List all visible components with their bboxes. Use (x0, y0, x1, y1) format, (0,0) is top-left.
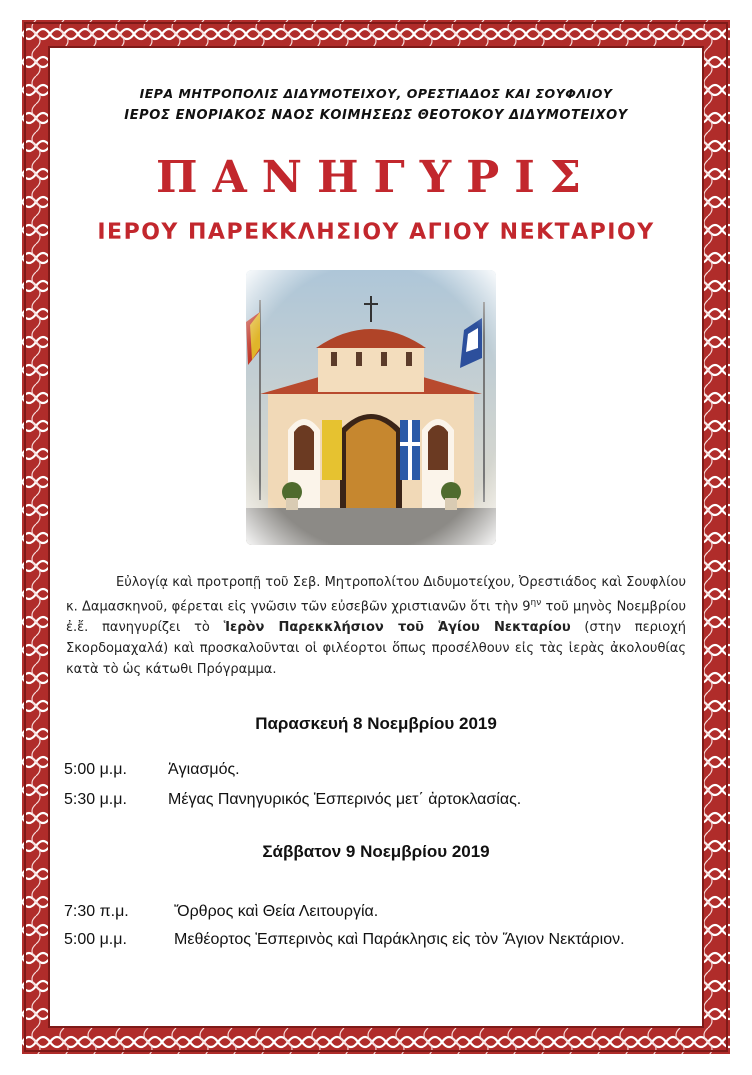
metropolis-heading: ΙΕΡΑ ΜΗΤΡΟΠΟΛΙΣ ΔΙΔΥΜΟΤΕΙΧΟΥ, ΟΡΕΣΤΙΑΔΟΣ ΚΑΙ ΣΟΥΦΛΙΟΥ (139, 86, 613, 101)
day-heading-saturday: Σάββατον 9 Νοεμβρίου 2019 (262, 842, 490, 861)
parish-heading: ΙΕΡΟΣ ΕΝΟΡΙΑΚΟΣ ΝΑΟΣ ΚΟΙΜΗΣΕΩΣ ΘΕΟΤΟΚΟΥ ΔΙΔΥΜΟΤΕΙΧΟΥ (124, 108, 628, 123)
schedule-time: 5:30 μ.μ. (64, 791, 127, 808)
intro-text-3: (στην περιοχή Σκορδομαχαλά) καὶ προσκαλοῦνται οἱ φιλέορτοι ὅπως προσέλθουν εἰς τὰς ἱερὰς ἀκολουθίας κατὰ τὸ ὡς κάτωθι Πρόγραμμα. (66, 620, 686, 678)
chapel-illustration (246, 270, 496, 545)
schedule-description: Ἁγιασμός. (168, 761, 240, 778)
poster-subtitle: ΙΕΡΟΥ ΠΑΡΕΚΚΛΗΣΙΟΥ ΑΓΙΟΥ ΝΕΚΤΑΡΙΟΥ (97, 220, 655, 245)
intro-paragraph (66, 572, 686, 680)
chapel-photo (246, 270, 496, 545)
intro-superscript: ην (530, 598, 542, 608)
schedule-description: Ὄρθρος καὶ Θεία Λειτουργία. (174, 903, 379, 920)
schedule-time: 5:00 μ.μ. (64, 931, 127, 948)
intro-chapel-name: Ἱερὸν Παρεκκλήσιον τοῦ Ἁγίου Νεκταρίου (223, 620, 571, 636)
schedule-description: Μέγας Πανηγυρικός Ἑσπερινός μετ΄ ἀρτοκλασίας. (168, 791, 522, 808)
intro-text-2: τοῦ μηνὸς Νοεμβρίου ἐ.ἔ. πανηγυρίζει τὸ (66, 599, 686, 636)
intro-text-1: Εὐλογίᾳ καὶ προτροπῇ τοῦ Σεβ. Μητροπολίτου Διδυμοτείχου, Ὀρεστιάδος καὶ Σουφλίου κ. Δαμασκηνοῦ, φέρεται εἰς γνῶσιν τῶν εὐσεβῶν χριστιανῶν ὅτι τὴν 9 (66, 575, 686, 615)
schedule-time: 7:30 π.μ. (64, 903, 129, 920)
day-heading-friday: Παρασκευή 8 Νοεμβρίου 2019 (255, 714, 497, 733)
schedule-description: Μεθέορτος Ἑσπερινὸς καὶ Παράκλησις εἰς τὸν Ἅγιον Νεκτάριον. (174, 931, 625, 948)
poster-title: ΠΑΝΗΓΥΡΙΣ (156, 152, 596, 203)
schedule-time: 5:00 μ.μ. (64, 761, 127, 778)
poster-content (52, 50, 700, 1024)
